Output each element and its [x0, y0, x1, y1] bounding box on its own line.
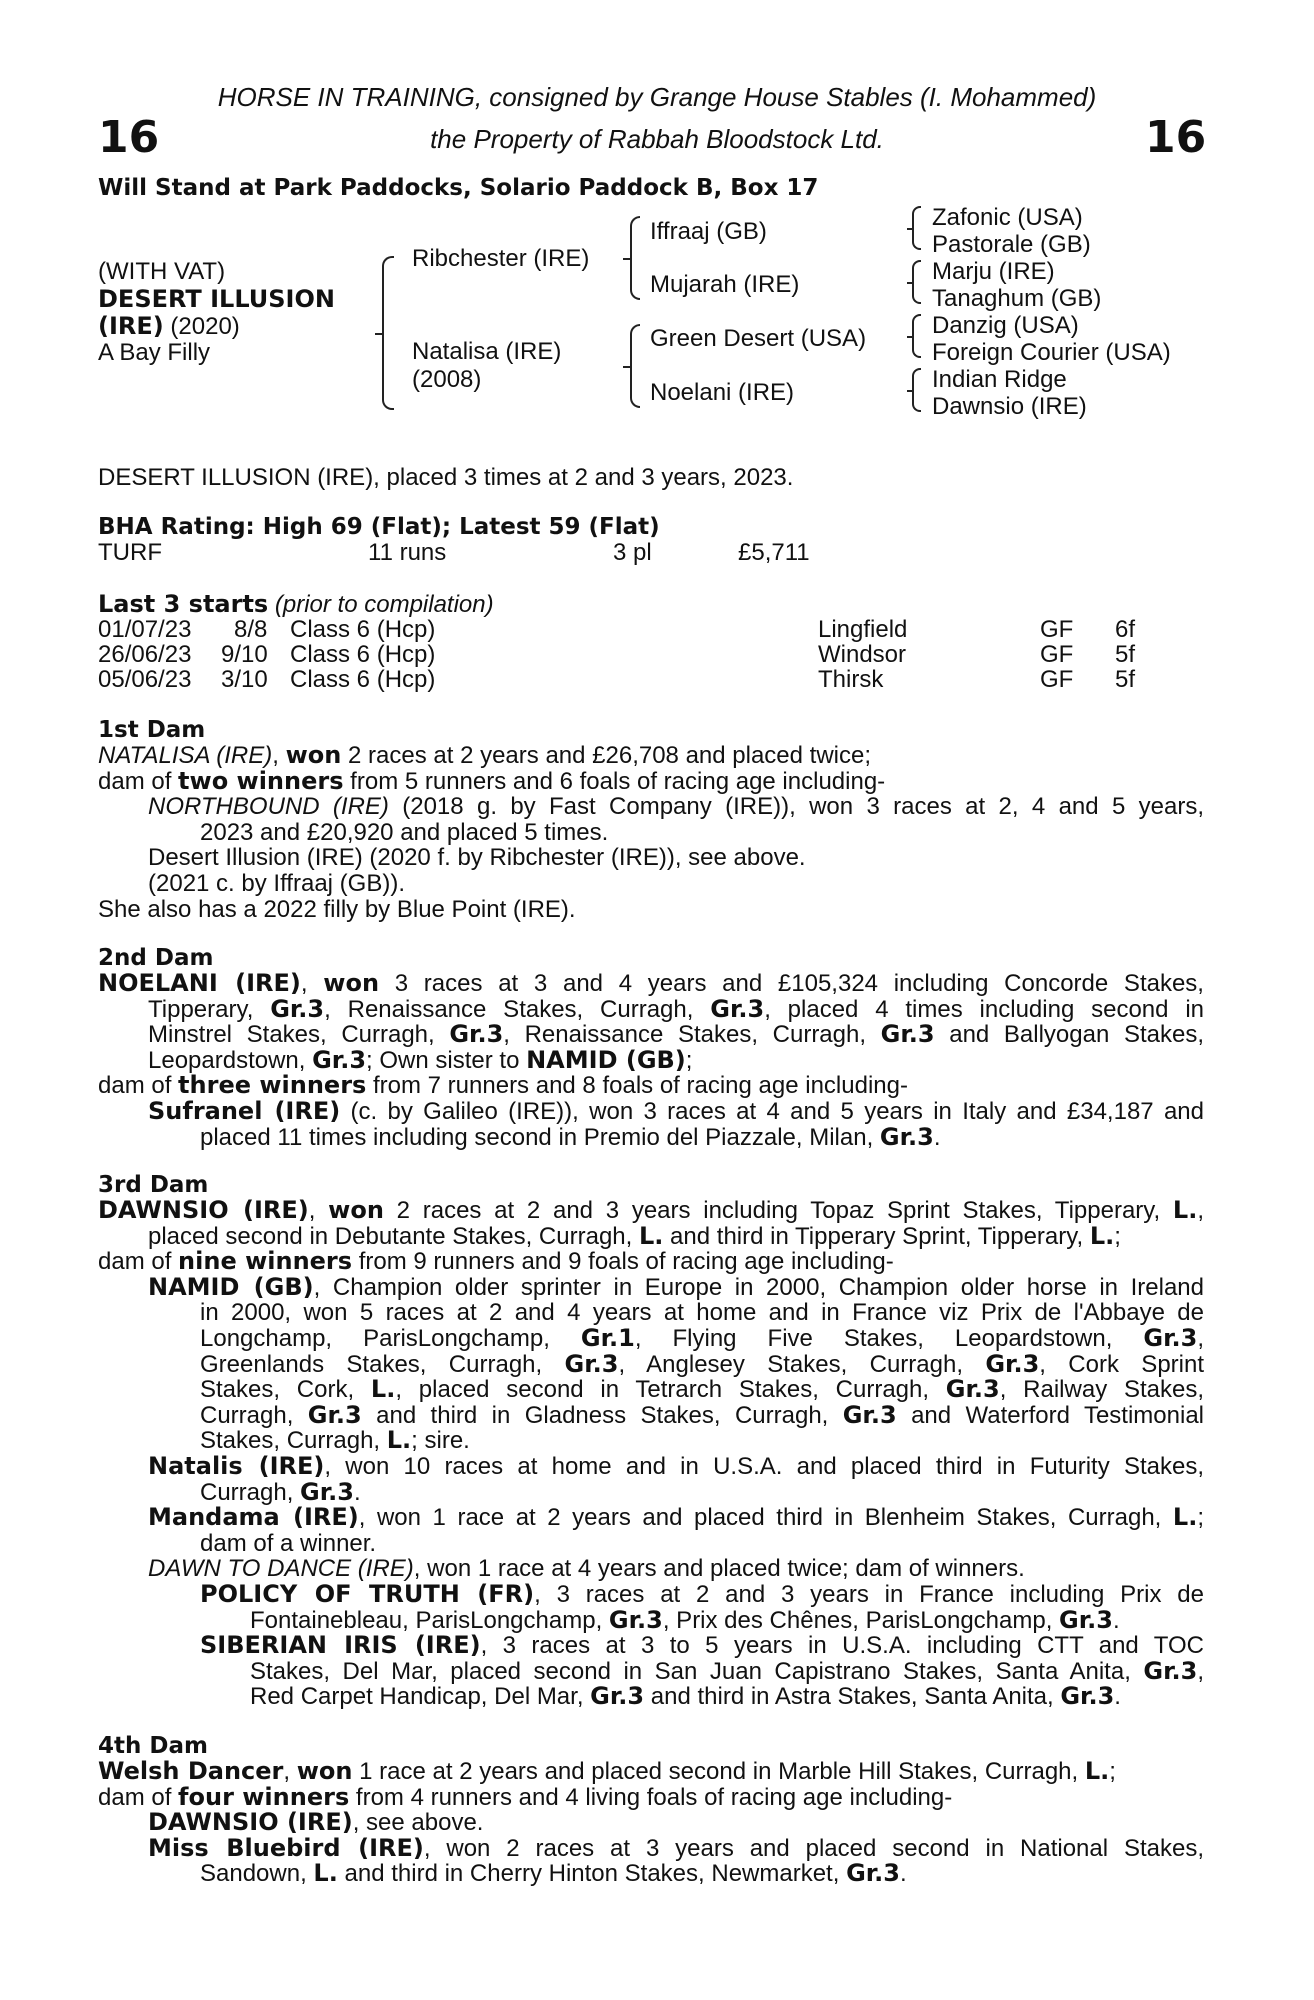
pedigree-gen4-7: Indian Ridge — [932, 366, 1067, 393]
pedigree-gen3-1: Iffraaj (GB) — [650, 218, 767, 245]
stable-location: Will Stand at Park Paddocks, Solario Paddock B, Box 17 — [98, 175, 819, 201]
dam-line: Miss Bluebird (IRE), won 2 races at 3 years and placed second in National Stakes, — [148, 1833, 1204, 1862]
rating-surface: TURF — [98, 539, 162, 566]
property-line: the Property of Rabbah Bloodstock Ltd. — [430, 124, 884, 154]
start-distance: 5f — [1115, 641, 1136, 668]
dam-line: Curragh, Gr.3 and third in Gladness Stakes, Curragh, Gr.3 and Waterford Testimonial — [200, 1400, 1204, 1429]
start-date: 05/06/23 — [98, 666, 192, 693]
dam-line: NATALISA (IRE), won 2 races at 2 years and £26,708 and placed twice; — [98, 741, 872, 769]
pedigree-brace-g4-3 — [912, 314, 921, 358]
pedigree-brace-dam — [630, 324, 640, 408]
lot-number-left: 16 — [98, 112, 160, 163]
bha-rating: BHA Rating: High 69 (Flat); Latest 59 (Flat) — [98, 514, 660, 540]
dam-line: Welsh Dancer, won 1 race at 2 years and placed second in Marble Hill Stakes, Curragh, L.; — [98, 1757, 1116, 1785]
pedigree-gen4-3: Marju (IRE) — [932, 258, 1055, 285]
lot-number-right: 16 — [1145, 112, 1207, 163]
dam-line: She also has a 2022 filly by Blue Point (IRE). — [98, 895, 576, 923]
start-going: GF — [1040, 666, 1074, 693]
start-distance: 5f — [1115, 666, 1136, 693]
dam-line: dam of nine winners from 9 runners and 9 foals of racing age including- — [98, 1247, 894, 1276]
dam-line: POLICY OF TRUTH (FR), 3 races at 2 and 3 years in France including Prix de — [200, 1579, 1205, 1608]
pedigree-gen3-3: Green Desert (USA) — [650, 325, 867, 352]
dam-line: placed second in Debutante Stakes, Curragh, L. and third in Tipperary Sprint, Tipperary, L.; — [148, 1221, 1121, 1250]
horse-origin-year: (IRE) (2020) — [98, 312, 240, 340]
dam-line: Stakes, Cork, L., placed second in Tetrarch Stakes, Curragh, Gr.3, Railway Stakes, — [200, 1375, 1204, 1404]
dam-line: NOELANI (IRE), won 3 races at 3 and 4 years and £105,324 including Concorde Stakes, — [98, 969, 1204, 997]
dam-line: DAWNSIO (IRE), see above. — [148, 1808, 484, 1837]
pedigree-brace-main — [382, 256, 394, 410]
rating-runs: 11 runs — [368, 539, 447, 566]
pedigree-brace-g4-4 — [912, 368, 921, 412]
pedigree-gen4-5: Danzig (USA) — [932, 312, 1079, 339]
start-date: 26/06/23 — [98, 641, 192, 668]
start-course: Lingfield — [818, 616, 908, 643]
dam-line: DAWNSIO (IRE), won 2 races at 2 and 3 years including Topaz Sprint Stakes, Tipperary, L., — [98, 1196, 1204, 1224]
dam-line: Desert Illusion (IRE) (2020 f. by Ribchester (IRE)), see above. — [148, 844, 806, 872]
section-heading: 2nd Dam — [98, 945, 214, 971]
dam-line: Stakes, Curragh, L.; sire. — [200, 1426, 470, 1455]
dam-line: Leopardstown, Gr.3; Own sister to NAMID (GB); — [148, 1045, 693, 1074]
section-heading: 4th Dam — [98, 1733, 208, 1759]
dam-line: Natalis (IRE), won 10 races at home and in U.S.A. and placed third in Futurity Stakes, — [148, 1451, 1204, 1480]
dam-line: Minstrel Stakes, Curragh, Gr.3, Renaissance Stakes, Curragh, Gr.3 and Ballyogan Stakes, — [148, 1020, 1204, 1049]
consignment-line: HORSE IN TRAINING, consigned by Grange House Stables (I. Mohammed) — [217, 82, 1097, 112]
dam-line: NAMID (GB), Champion older sprinter in Europe in 2000, Champion older horse in Ireland — [148, 1272, 1205, 1301]
last-starts-heading: Last 3 starts (prior to compilation) — [98, 590, 494, 618]
dam-line: Fontainebleau, ParisLongchamp, Gr.3, Prix des Chênes, ParisLongchamp, Gr.3. — [250, 1605, 1120, 1634]
start-position: 8/8 — [234, 616, 268, 643]
rating-placed: 3 pl — [613, 539, 652, 566]
first-dam-section — [98, 717, 1204, 922]
pedigree-brace-g4-1 — [912, 206, 921, 250]
dam-line: in 2000, won 5 races at 2 and 4 years at home and in France viz Prix de l'Abbaye de — [200, 1299, 1204, 1327]
pedigree-gen4-6: Foreign Courier (USA) — [932, 339, 1171, 366]
dam-line: Stakes, Del Mar, placed second in San Juan Capistrano Stakes, Santa Anita, Gr.3, — [250, 1656, 1204, 1685]
horse-name: DESERT ILLUSION — [98, 285, 335, 313]
dam-line: 2023 and £20,920 and placed 5 times. — [200, 818, 609, 846]
dam-line: dam of two winners from 5 runners and 6 foals of racing age including- — [98, 766, 886, 795]
horse-description: A Bay Filly — [98, 339, 211, 366]
start-course: Windsor — [818, 641, 907, 668]
pedigree-gen4-1: Zafonic (USA) — [932, 204, 1083, 231]
start-going: GF — [1040, 616, 1074, 643]
dam-line: dam of a winner. — [200, 1529, 377, 1557]
start-class: Class 6 (Hcp) — [290, 666, 436, 693]
dam-line: placed 11 times including second in Premio del Piazzale, Milan, Gr.3. — [200, 1122, 941, 1151]
pedigree-gen4-8: Dawnsio (IRE) — [932, 393, 1087, 420]
dam-line: Greenlands Stakes, Curragh, Gr.3, Anglesey Stakes, Curragh, Gr.3, Cork Sprint — [200, 1349, 1205, 1378]
dam-line: Longchamp, ParisLongchamp, Gr.1, Flying Five Stakes, Leopardstown, Gr.3, — [200, 1323, 1204, 1352]
third-dam-section — [98, 1172, 1204, 1710]
start-date: 01/07/23 — [98, 616, 192, 643]
dam-line: Curragh, Gr.3. — [200, 1477, 361, 1506]
start-going: GF — [1040, 641, 1074, 668]
dam-line: Sandown, L. and third in Cherry Hinton Stakes, Newmarket, Gr.3. — [200, 1859, 907, 1888]
pedigree-gen4-2: Pastorale (GB) — [932, 231, 1091, 258]
section-heading: 3rd Dam — [98, 1172, 209, 1198]
section-heading: 1st Dam — [98, 717, 206, 743]
dam-line: DAWN TO DANCE (IRE), won 1 race at 4 years and placed twice; dam of winners. — [148, 1555, 1025, 1583]
rating-earnings: £5,711 — [738, 539, 810, 566]
dam-line: SIBERIAN IRIS (IRE), 3 races at 3 to 5 years in U.S.A. including CTT and TOC — [200, 1631, 1204, 1660]
dam-line: Mandama (IRE), won 1 race at 2 years and placed third in Blenheim Stakes, Curragh, L.; — [148, 1503, 1205, 1532]
fourth-dam-section — [98, 1733, 1204, 1887]
start-course: Thirsk — [818, 666, 884, 693]
start-position: 9/10 — [221, 641, 268, 668]
second-dam-section — [98, 945, 1204, 1150]
pedigree-gen3-2: Mujarah (IRE) — [650, 271, 800, 298]
dam-line: dam of four winners from 4 runners and 4 living foals of racing age including- — [98, 1782, 953, 1811]
pedigree-dam-year: (2008) — [412, 366, 482, 393]
vat-label: (WITH VAT) — [98, 258, 226, 285]
start-class: Class 6 (Hcp) — [290, 616, 436, 643]
dam-line: dam of three winners from 7 runners and 8 foals of racing age including- — [98, 1071, 908, 1100]
pedigree-gen3-4: Noelani (IRE) — [650, 379, 795, 406]
dam-line: Red Carpet Handicap, Del Mar, Gr.3 and third in Astra Stakes, Santa Anita, Gr.3. — [250, 1682, 1121, 1711]
pedigree-sire: Ribchester (IRE) — [412, 245, 590, 272]
start-position: 3/10 — [221, 666, 268, 693]
start-distance: 6f — [1115, 616, 1136, 643]
race-summary: DESERT ILLUSION (IRE), placed 3 times at 2 and 3 years, 2023. — [98, 464, 794, 491]
dam-line: (2021 c. by Iffraaj (GB)). — [148, 869, 405, 897]
dam-line: Tipperary, Gr.3, Renaissance Stakes, Curragh, Gr.3, placed 4 times including second in — [148, 994, 1204, 1023]
start-class: Class 6 (Hcp) — [290, 641, 436, 668]
pedigree-brace-sire — [630, 216, 640, 300]
pedigree-gen4-4: Tanaghum (GB) — [932, 285, 1102, 312]
pedigree-brace-g4-2 — [912, 260, 921, 304]
dam-line: Sufranel (IRE) (c. by Galileo (IRE)), won 3 races at 4 and 5 years in Italy and £34,187 and — [148, 1096, 1205, 1125]
pedigree-dam: Natalisa (IRE) — [412, 338, 562, 365]
dam-line: NORTHBOUND (IRE) (2018 g. by Fast Company (IRE)), won 3 races at 2, 4 and 5 years, — [148, 793, 1204, 821]
